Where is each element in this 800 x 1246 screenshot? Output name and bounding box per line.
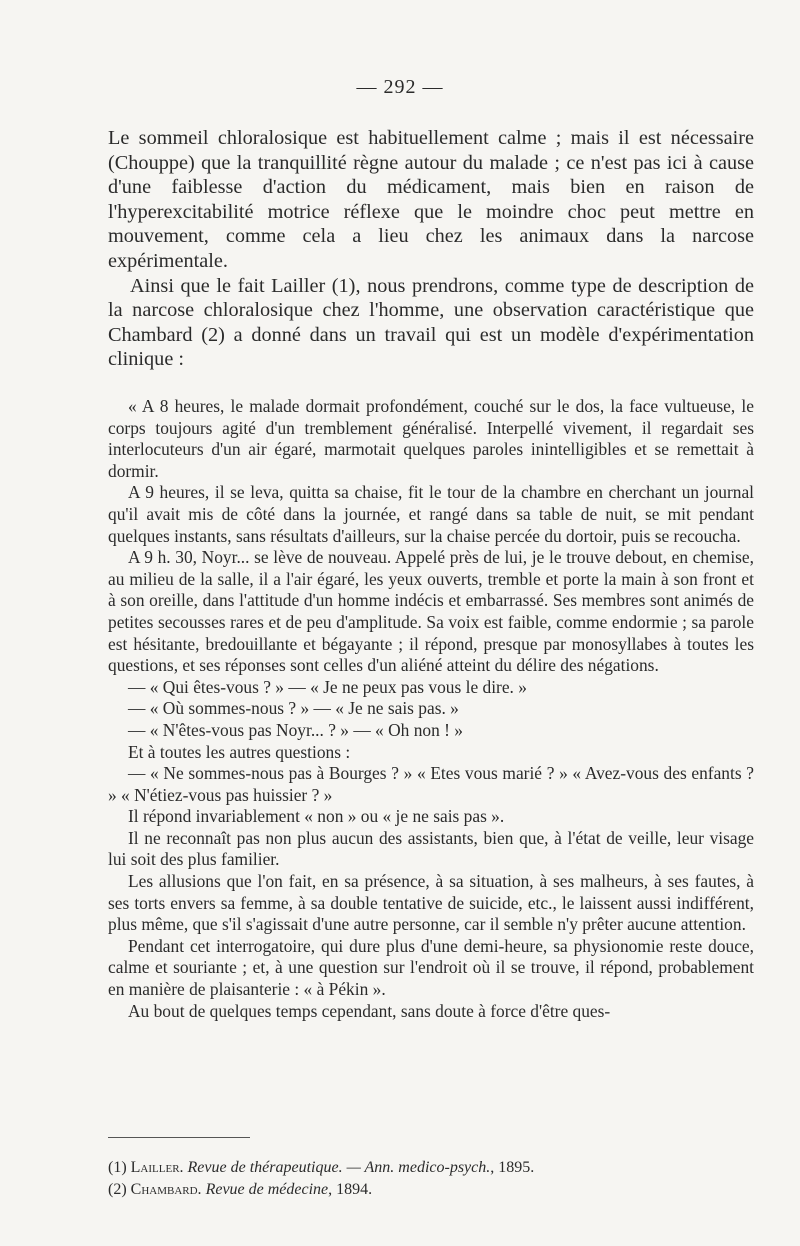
dialogue-line: — « N'êtes-vous pas Noyr... ? » — « Oh non ! » xyxy=(128,719,463,740)
intro-paragraph: Ainsi que le fait Lailler (1), nous prendrons, comme type de description de la narcose chloralosique chez l'homme, une observation caractéristique que Chambard (2) a donné dans un travail qui est un modèle d'expérimentation clinique : xyxy=(108,274,754,371)
dialogue-line: — « Qui êtes-vous ? » — « Je ne peux pas vous le dire. » xyxy=(128,676,527,697)
observation-paragraph: Pendant cet interrogatoire, qui dure plus d'une demi-heure, sa physionomie reste douce, calme et souriante ; et, à une question sur l'endroit où il se trouve, il répond, probablement en manière de plaisanterie : « à Pékin ». xyxy=(108,935,754,1000)
observation-paragraph: Au bout de quelques temps cependant, sans doute à force d'être ques- xyxy=(128,1000,611,1021)
footnote-author: Lailler. xyxy=(130,1159,184,1176)
observation-paragraph: « A 8 heures, le malade dormait profondément, couché sur le dos, la face vultueuse, le corps toujours agité d'un tremblement généralisé. Interpellé vivement, il regardait ses interlocuteurs d'un air égaré, marmotait quelques paroles inintelligibles et se remettait à dormir. xyxy=(108,396,754,481)
observation-paragraph: A 9 heures, il se leva, quitta sa chaise, fit le tour de la chambre en cherchant un journal qu'il avait mis de côté dans la journée, et rangé dans sa table de nuit, se mit pendant quelques instants, sans résultats d'ailleurs, sur la chaise percée du dortoir, puis se recoucha. xyxy=(108,482,754,546)
footnote xyxy=(108,1179,754,1201)
observation-paragraph: Et à toutes les autres questions : xyxy=(128,741,351,762)
footnote-year: , 1895. xyxy=(490,1159,535,1176)
dialogue-line: — « Où sommes-nous ? » — « Je ne sais pas. » xyxy=(128,698,459,719)
footnote-year: , 1894. xyxy=(328,1181,373,1198)
observation-paragraph: Les allusions que l'on fait, en sa présence, à sa situation, à ses malheurs, à ses fautes, à ses torts envers sa femme, à sa double tentative de suicide, etc., le laissent aussi indifférent, plus même, que s'il s'agissait d'une autre personne, car il semble n'y prêter aucune attention. xyxy=(108,871,754,935)
intro-text xyxy=(108,126,754,372)
observation-paragraph: Il ne reconnaît pas non plus aucun des assistants, bien que, à l'état de veille, leur visage lui soit des plus familier. xyxy=(108,827,754,870)
footnote-author: Chambard. xyxy=(130,1181,202,1198)
footnote xyxy=(108,1157,754,1179)
observation-paragraph: Il répond invariablement « non » ou « je ne sais pas ». xyxy=(128,806,505,827)
footnote-number: (2) xyxy=(108,1181,127,1198)
observation-paragraph: A 9 h. 30, Noyr... se lève de nouveau. Appelé près de lui, je le trouve debout, en chemise, au milieu de la salle, il a l'air égaré, les yeux ouverts, tremble et porte la main à son front et à son oreille, dans l'attitude d'un homme indécis et embarrassé. Ses membres sont animés de petites secousses rares et de peu d'amplitude. Sa voix est faible, comme endormie ; sa parole est hésitante, bredouillante et bégayante ; il répond, presque par monosyllabes à toutes les questions, et ses réponses sont celles d'un aliéné atteint du délire des négations. xyxy=(108,547,754,676)
footnote-divider xyxy=(108,1137,250,1138)
footnotes xyxy=(108,1157,754,1201)
footnote-number: (1) xyxy=(108,1159,127,1176)
footnote-title: Revue de thérapeutique. — Ann. medico-psych. xyxy=(187,1159,491,1176)
footnote-title: Revue de médecine xyxy=(205,1181,329,1198)
dialogue-line: — « Ne sommes-nous pas à Bourges ? » « Etes vous marié ? » « Avez-vous des enfants ? » « N'étiez-vous pas huissier ? » xyxy=(108,763,754,805)
intro-paragraph: Le sommeil chloralosique est habituellement calme ; mais il est nécessaire (Chouppe) que la tranquillité règne autour du malade ; ce n'est pas ici à cause d'une faiblesse d'action du médicament, mais bien en raison de l'hyperexcitabilité motrice réflexe que le moindre choc peut mettre en mouvement, comme cela a lieu chez les animaux dans la narcose expérimentale. xyxy=(108,127,754,272)
page-number: — 292 — xyxy=(356,76,444,98)
observation-quote xyxy=(108,396,754,1022)
